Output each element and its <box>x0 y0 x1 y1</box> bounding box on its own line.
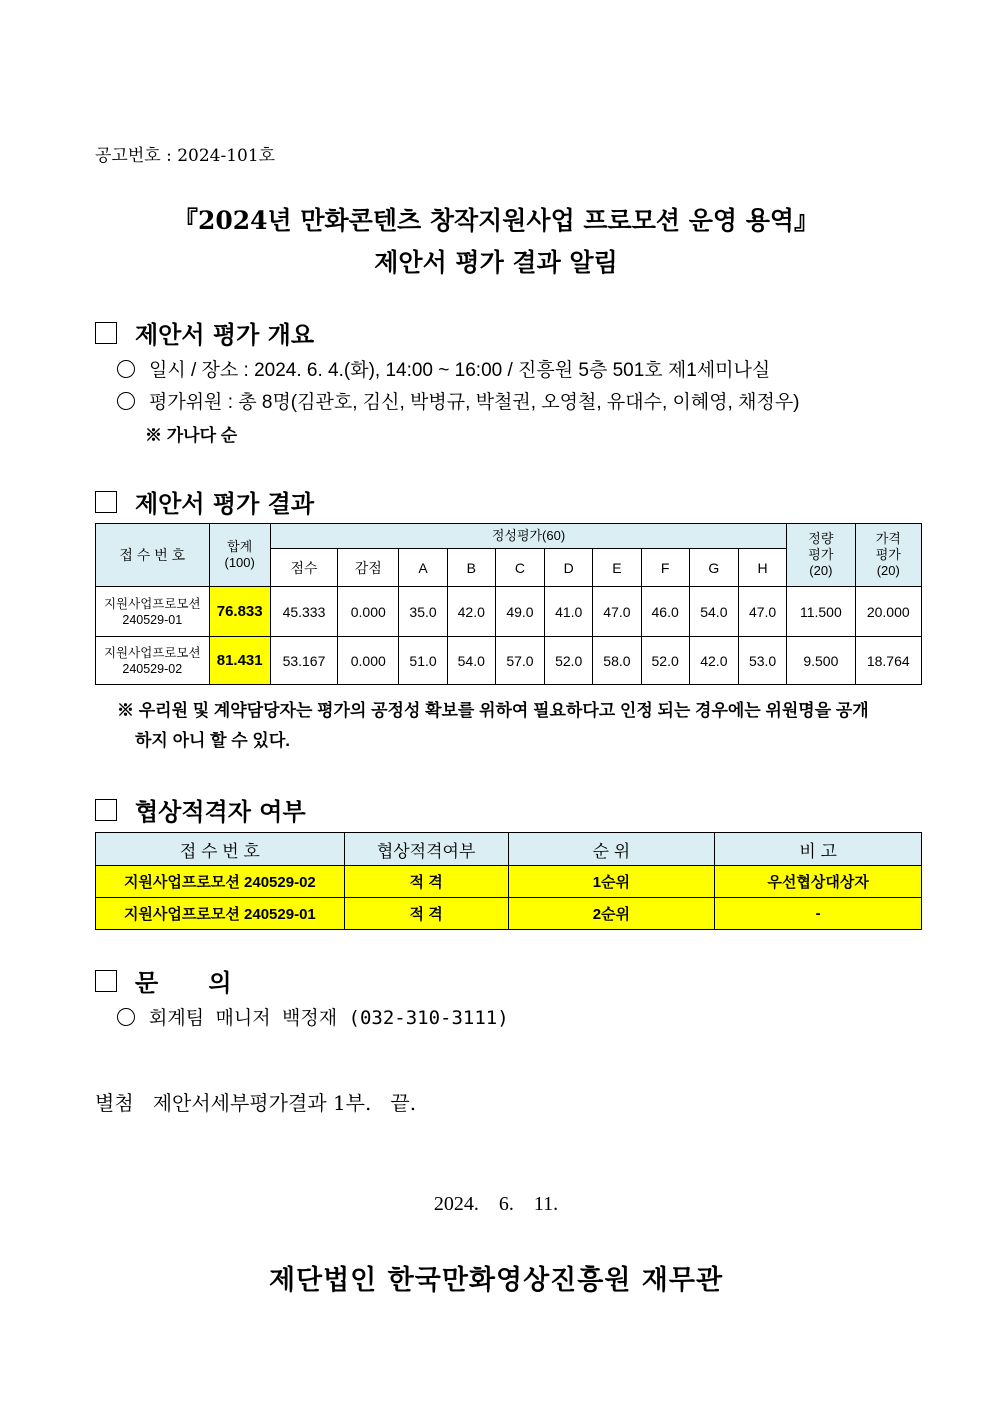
header-total-sub: (100) <box>224 555 255 570</box>
checkbox-square-icon <box>95 970 117 992</box>
cell: 11.500 <box>787 587 855 637</box>
subheader-score: 점수 <box>270 549 337 587</box>
cell: 47.0 <box>593 587 641 637</box>
table-row <box>96 898 922 930</box>
section-negotiation-heading <box>95 792 306 827</box>
cell: 42.0 <box>689 637 738 685</box>
document-date: 2024. 6. 11. <box>433 1193 559 1215</box>
table-row <box>96 637 922 685</box>
table-row <box>96 866 922 898</box>
section-result-title: 제안서 평가 결과 <box>135 489 314 518</box>
row-receipt-id <box>96 587 210 637</box>
cell: 41.0 <box>545 587 593 637</box>
inquiry-contact-text: 회계팀 매니저 백정재 (032-310-3111) <box>149 1007 509 1029</box>
cell: 42.0 <box>447 587 495 637</box>
row-id-line2: 240529-02 <box>122 661 183 676</box>
subheader-h: H <box>738 549 786 587</box>
subheader-c: C <box>495 549 544 587</box>
overview-note: ※ 가나다 순 <box>145 426 238 445</box>
header-price-2: 평가 <box>875 547 901 562</box>
header-qualitative: 정성평가(60) <box>270 524 786 549</box>
row-id-line1: 지원사업프로모션 <box>103 596 201 611</box>
header-quant-3: (20) <box>809 563 833 578</box>
subheader-a: A <box>399 549 447 587</box>
negotiation-table <box>95 832 922 930</box>
cell: 54.0 <box>447 637 495 685</box>
overview-datetime-text: 일시 / 장소 : 2024. 6. 4.(화), 14:00 ~ 16:00 / 진흥원 5층 501호 제1세미나실 <box>149 360 771 381</box>
neg-header-rank: 순 위 <box>508 833 715 866</box>
header-quant-2: 평가 <box>808 547 834 562</box>
subheader-b: B <box>447 549 495 587</box>
header-receipt-number: 접 수 번 호 <box>96 524 210 587</box>
header-price <box>855 524 921 587</box>
row-total: 76.833 <box>209 587 270 637</box>
subheader-e: E <box>593 549 641 587</box>
row-id-line1: 지원사업프로모션 <box>103 645 201 660</box>
row-id-line2: 240529-01 <box>122 612 183 627</box>
neg-remarks: 우선협상대상자 <box>715 866 922 898</box>
cell: 53.0 <box>738 637 786 685</box>
section-overview-heading <box>95 315 314 350</box>
neg-header-eligibility: 협상적격여부 <box>344 833 508 866</box>
subheader-d: D <box>545 549 593 587</box>
result-note-line2: 하지 아니 할 수 있다. <box>135 731 290 750</box>
neg-header-remarks: 비 고 <box>715 833 922 866</box>
section-inquiry-title: 문 의 <box>135 968 232 997</box>
section-inquiry-heading <box>95 963 232 998</box>
document-subtitle: 제안서 평가 결과 알림 <box>374 248 618 277</box>
neg-receipt: 지원사업프로모션 240529-02 <box>96 866 345 898</box>
cell: 0.000 <box>338 637 399 685</box>
cell: 54.0 <box>689 587 738 637</box>
cell: 58.0 <box>593 637 641 685</box>
cell: 9.500 <box>787 637 855 685</box>
header-total <box>209 524 270 587</box>
document-title: 『2024년 만화콘텐츠 창작지원사업 프로모션 운영 용역』 <box>172 206 820 235</box>
row-total: 81.431 <box>209 637 270 685</box>
header-total-label: 합계 <box>227 539 253 554</box>
circle-bullet-icon <box>117 1008 135 1026</box>
cell: 47.0 <box>738 587 786 637</box>
overview-item-datetime <box>117 355 770 382</box>
neg-eligibility: 적 격 <box>344 866 508 898</box>
cell: 0.000 <box>338 587 399 637</box>
checkbox-square-icon <box>95 799 117 821</box>
neg-rank: 2순위 <box>508 898 715 930</box>
subheader-f: F <box>641 549 689 587</box>
section-overview-title: 제안서 평가 개요 <box>135 320 314 349</box>
cell: 46.0 <box>641 587 689 637</box>
cell: 45.333 <box>270 587 337 637</box>
subheader-deduction: 감점 <box>338 549 399 587</box>
neg-eligibility: 적 격 <box>344 898 508 930</box>
neg-header-receipt: 접 수 번 호 <box>96 833 345 866</box>
attachment-line: 별첨 제안서세부평가결과 1부. 끝. <box>95 1091 417 1115</box>
inquiry-item <box>117 1003 509 1030</box>
cell: 49.0 <box>495 587 544 637</box>
overview-evaluators-text: 평가위원 : 총 8명(김관호, 김신, 박병규, 박철권, 오영철, 유대수, 이혜영, 채정우) <box>149 392 800 413</box>
checkbox-square-icon <box>95 322 117 344</box>
section-negotiation-title: 협상적격자 여부 <box>135 797 306 826</box>
cell: 51.0 <box>399 637 447 685</box>
cell: 18.764 <box>855 637 921 685</box>
cell: 52.0 <box>545 637 593 685</box>
circle-bullet-icon <box>117 392 135 410</box>
cell: 52.0 <box>641 637 689 685</box>
cell: 35.0 <box>399 587 447 637</box>
cell: 20.000 <box>855 587 921 637</box>
issuing-organization: 제단법인 한국만화영상진흥원 재무관 <box>268 1265 724 1296</box>
neg-remarks: - <box>715 898 922 930</box>
header-quantitative <box>787 524 855 587</box>
notice-number: 공고번호 : 2024-101호 <box>95 146 276 166</box>
neg-receipt: 지원사업프로모션 240529-01 <box>96 898 345 930</box>
header-quant-1: 정량 <box>808 531 834 546</box>
checkbox-square-icon <box>95 491 117 513</box>
header-price-3: (20) <box>876 563 900 578</box>
header-price-1: 가격 <box>875 531 901 546</box>
subheader-g: G <box>689 549 738 587</box>
table-row <box>96 587 922 637</box>
neg-rank: 1순위 <box>508 866 715 898</box>
section-result-heading <box>95 484 314 519</box>
result-note-line1: ※ 우리원 및 계약담당자는 평가의 공정성 확보를 위하여 필요하다고 인정 되는 경우에는 위원명을 공개 <box>117 701 869 720</box>
circle-bullet-icon <box>117 360 135 378</box>
row-receipt-id <box>96 637 210 685</box>
cell: 57.0 <box>495 637 544 685</box>
evaluation-result-table <box>95 523 922 685</box>
overview-item-evaluators <box>117 387 800 414</box>
cell: 53.167 <box>270 637 337 685</box>
